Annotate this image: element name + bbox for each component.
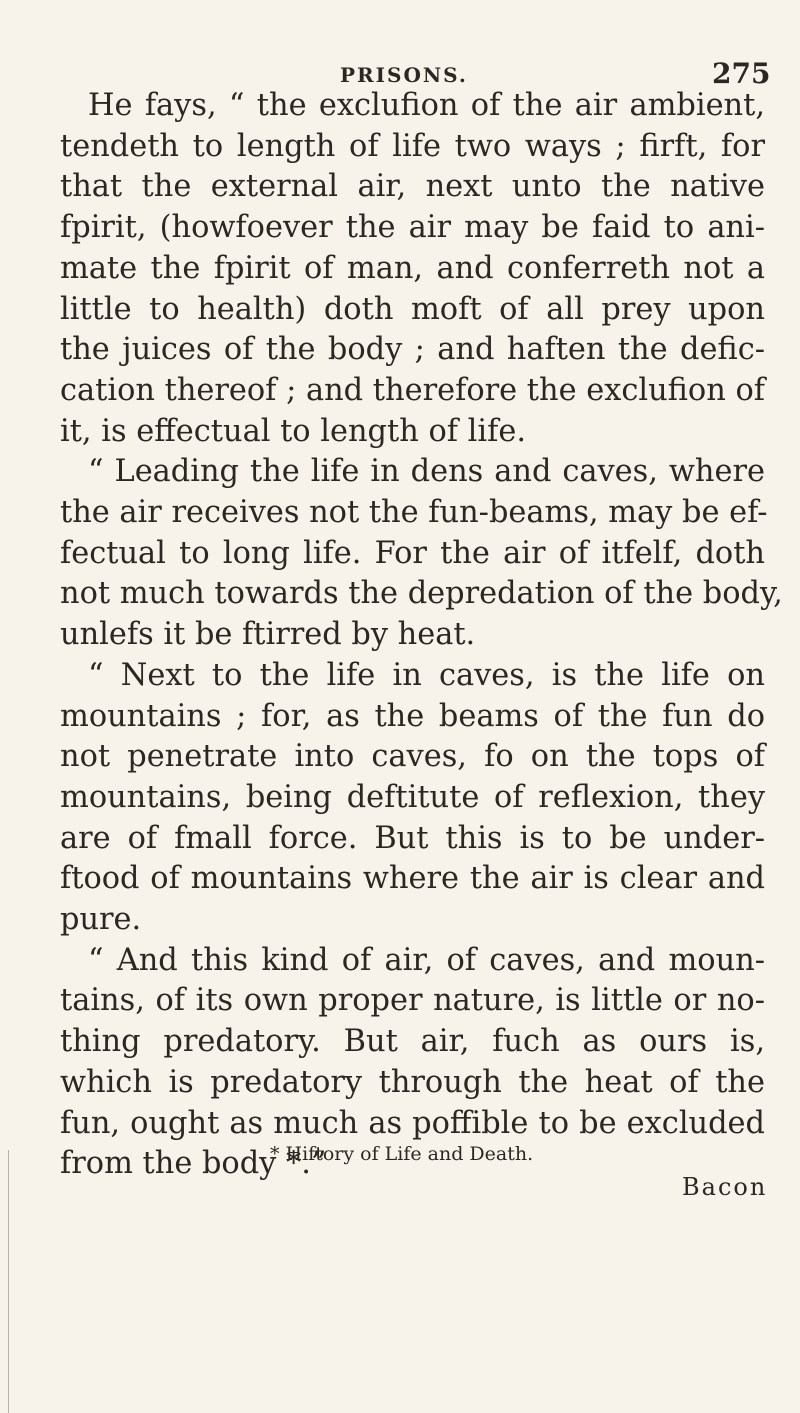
text-line: it, is effectual to length of life. xyxy=(60,413,526,449)
text-line: tains, of its own proper nature, is little or no- xyxy=(60,983,765,1019)
text-line: unlefs it be ftirred by heat. xyxy=(60,617,476,653)
text-line: “ And this kind of air, of caves, and moun- xyxy=(88,942,765,978)
text-line: tendeth to length of life two ways ; firft, for xyxy=(60,128,765,164)
text-line: not penetrate into caves, fo on the tops of xyxy=(60,739,765,775)
running-head: PRISONS. xyxy=(340,63,468,87)
text-line: are of fmall force. But this is to be under- xyxy=(60,820,765,856)
text-line: thing predatory. But air, fuch as ours is, xyxy=(60,1024,765,1060)
binding-edge xyxy=(0,1150,9,1413)
text-line: mountains, being deftitute of reflexion, they xyxy=(60,779,765,815)
text-line: cation thereof ; and therefore the exclufion of xyxy=(60,372,766,408)
catchword: Bacon xyxy=(682,1173,768,1201)
text-line: the air receives not the fun-beams, may be ef- xyxy=(60,495,768,531)
text-line: not much towards the depredation of the body, xyxy=(60,576,783,612)
text-line: fectual to long life. For the air of itfelf, doth xyxy=(60,535,765,571)
footnote: * Hiftory of Life and Death. xyxy=(270,1143,534,1165)
text-line: ftood of mountains where the air is clear and xyxy=(60,861,765,897)
text-line: “ Next to the life in caves, is the life on xyxy=(88,657,765,693)
page-number: 275 xyxy=(712,57,771,90)
text-line: that the external air, next unto the native xyxy=(60,169,765,205)
text-line: from the body *.” xyxy=(60,1146,327,1182)
text-line: mate the fpirit of man, and conferreth not a xyxy=(60,250,765,286)
text-line: He fays, “ the exclufion of the air ambient, xyxy=(88,88,765,123)
text-line: fpirit, (howfoever the air may be faid to ani- xyxy=(60,210,765,246)
text-line: pure. xyxy=(60,902,142,938)
text-line: “ Leading the life in dens and caves, where xyxy=(88,454,765,490)
text-line: which is predatory through the heat of the xyxy=(60,1064,765,1100)
text-line: fun, ought as much as poffible to be excluded xyxy=(60,1105,765,1141)
text-line: little to health) doth moft of all prey upon xyxy=(60,291,765,327)
body-text xyxy=(60,86,783,1185)
text-line: mountains ; for, as the beams of the fun do xyxy=(60,698,765,734)
text-line: the juices of the body ; and haften the defic- xyxy=(60,332,765,368)
